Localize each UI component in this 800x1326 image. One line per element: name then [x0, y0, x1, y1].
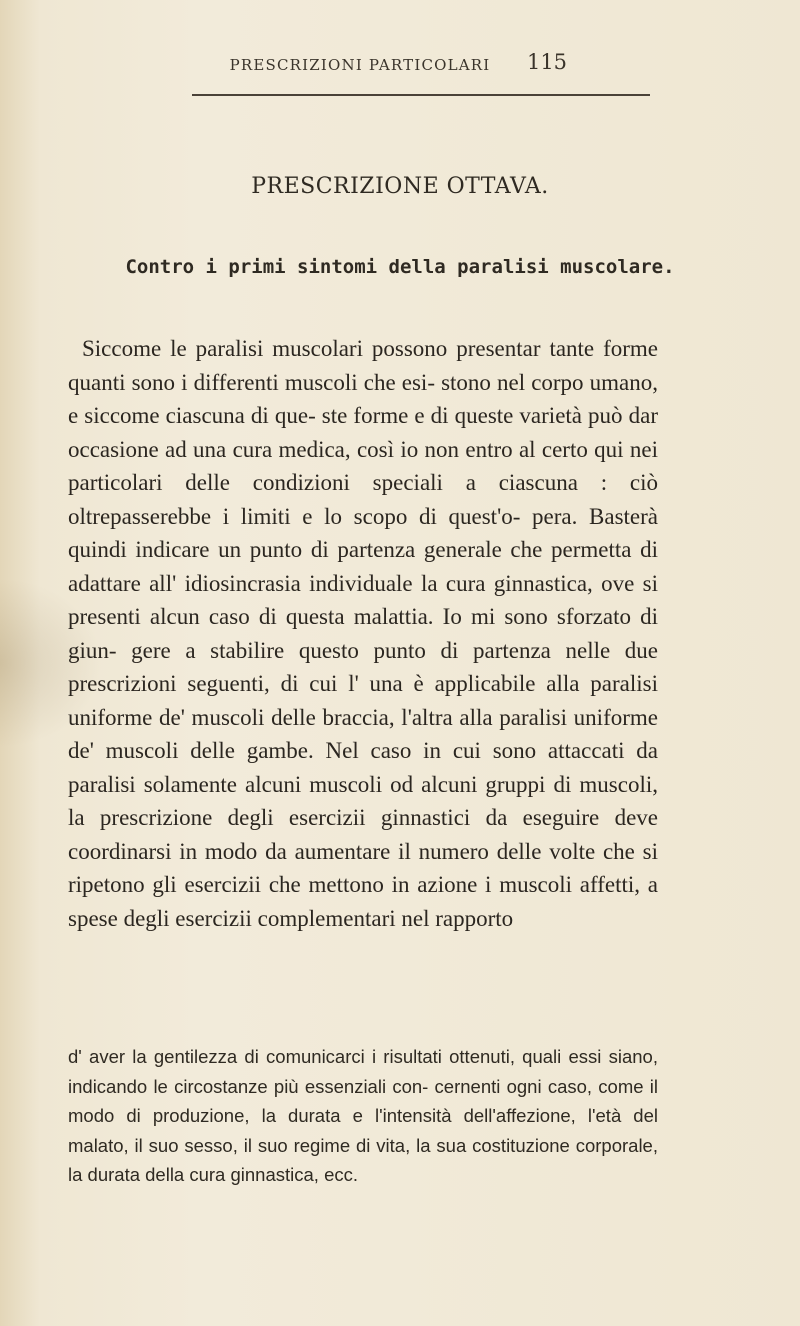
body-paragraph-text: Siccome le paralisi muscolari possono presentar tante forme quanti sono i differenti muscoli che esi- stono nel corpo umano, e siccome ciascuna di que- ste forme e di queste varietà può dar occasione ad una cura medica, così io non entro al certo qui nei particolari delle condizioni speciali a ciascuna : ciò oltrepasserebbe i limiti e lo scopo di quest'o- pera. Basterà quindi indicare un punto di partenza generale che permetta di adattare all' idiosincrasia individuale la cura ginnastica, ove si presenti alcun caso di questa malattia. Io mi sono sforzato di giun- gere a stabilire questo punto di partenza nelle due prescrizioni seguenti, di cui l' una è applicabile alla paralisi uniforme de' muscoli delle braccia, l'altra alla paralisi uniforme de' muscoli delle gambe. Nel caso in cui sono attaccati da paralisi solamente alcuni muscoli od alcuni gruppi di muscoli, la prescrizione degli esercizii ginnastici da eseguire deve coordinarsi in modo da aumentare il numero delle volte che si ripetono gli esercizii che mettono in azione i muscoli affetti, a spese degli esercizii complementari nel rapporto: [68, 336, 658, 931]
footnote: [68, 1042, 658, 1190]
body-paragraph: [68, 332, 658, 935]
section-subheading: Contro i primi sintomi della paralisi muscolare.: [125, 256, 675, 278]
section-heading: PRESCRIZIONE OTTAVA.: [251, 174, 549, 199]
footnote-text: d' aver la gentilezza di comunicarci i risultati ottenuti, quali essi siano, indicando le circostanze più essenziali con- cernenti ogni caso, come il modo di produzione, la durata e l'intensità dell'affezione, l'età del malato, il suo sesso, il suo regime di vita, la sua costituzione corporale, la durata della cura ginnastica, ecc.: [68, 1046, 658, 1185]
header-rule: [192, 94, 650, 96]
page-number: 115: [526, 50, 568, 74]
running-head: [0, 50, 800, 84]
running-title: PRESCRIZIONI PARTICOLARI: [229, 56, 491, 74]
